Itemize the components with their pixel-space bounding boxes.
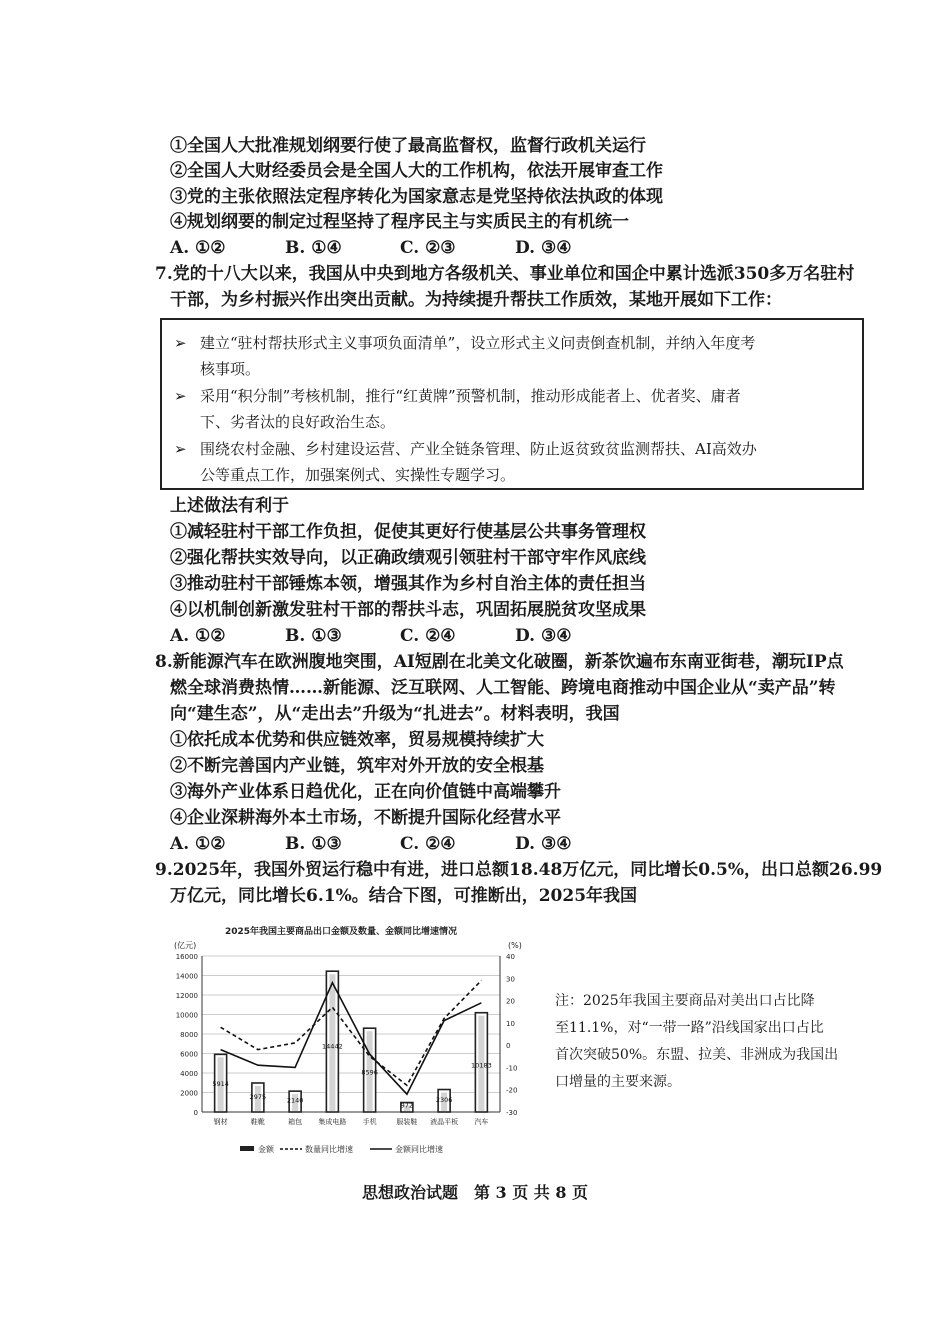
right-tick-label: -30 bbox=[506, 1109, 518, 1117]
bar-data-label: 2140 bbox=[286, 1096, 304, 1105]
q8-stem-line-2: 燃全球消费热情……新能源、泛互联网、人工智能、跨境电商推动中国企业从“卖产品”转 bbox=[170, 678, 836, 698]
right-tick-label: -20 bbox=[506, 1086, 518, 1095]
right-tick-label: 40 bbox=[506, 953, 515, 961]
q7-stem-line-2: 干部，为乡村振兴作出突出贡献。为持续提升帮扶工作质效，某地开展如下工作： bbox=[170, 290, 782, 310]
q7-options bbox=[170, 624, 630, 648]
q6-statement-3: ③党的主张依照法定程序转化为国家意志是党坚持依法执政的体现 bbox=[170, 187, 663, 207]
left-tick-label: 4000 bbox=[180, 1070, 198, 1078]
right-axis-unit: (%) bbox=[508, 941, 522, 950]
bar-data-label: 10183 bbox=[471, 1061, 492, 1070]
left-tick-label: 10000 bbox=[175, 1011, 198, 1020]
category-label: 手机 bbox=[362, 1118, 377, 1126]
q7-statement-1: ①减轻驻村干部工作负担，促使其更好行使基层公共事务管理权 bbox=[170, 522, 646, 542]
q7-box-item-2: ➢ 采用“积分制”考核机制，推行“红黄牌”预警机制，推动形成能者上、优者奖、庸者 下、劣者汰的良好政治生态。 bbox=[174, 383, 858, 435]
q7-box-item-3: ➢ 围绕农村金融、乡村建设运营、产业全链条管理、防止返贫致贫监测帮扶、AI高效办 公等重点工作，加强案例式、实操性专题学习。 bbox=[174, 436, 858, 488]
chart-note-line-4: 口增量的主要来源。 bbox=[555, 1074, 681, 1090]
q8-option-d: D. ③④ bbox=[515, 834, 572, 854]
amount-growth-line bbox=[221, 983, 482, 1094]
q8-statement-4: ④企业深耕海外本土市场，不断提升国际化经营水平 bbox=[170, 808, 561, 828]
bar-data-label: 2975 bbox=[249, 1092, 267, 1101]
chart-note-line-2: 至11.1%，对“一带一路”沿线国家出口占比 bbox=[555, 1020, 824, 1036]
q6-statement-4: ④规划纲要的制定过程坚持了程序民主与实质民主的有机统一 bbox=[170, 212, 629, 232]
q8-statement-1: ①依托成本优势和供应链效率，贸易规模持续扩大 bbox=[170, 730, 544, 750]
q6-option-a: A. ①② bbox=[170, 238, 226, 258]
category-label: 服装鞋 bbox=[396, 1118, 418, 1126]
q6-option-d: D. ③④ bbox=[515, 238, 572, 258]
quantity-growth-line bbox=[221, 981, 482, 1086]
chart-note bbox=[555, 988, 860, 1096]
q7-lead: 上述做法有利于 bbox=[170, 496, 289, 516]
page-footer: 思想政治试题 第 3 页 共 8 页 bbox=[361, 1183, 589, 1202]
right-tick-label: 10 bbox=[506, 1019, 515, 1028]
bar-data-label: 14442 bbox=[322, 1042, 343, 1051]
q6-statement-1: ①全国人大批准规划纲要行使了最高监督权，监督行政机关运行 bbox=[170, 136, 646, 156]
bar-data-label: 2306 bbox=[435, 1095, 453, 1104]
q8-options bbox=[170, 832, 630, 856]
q8-stem-line-1: 8.新能源汽车在欧洲腹地突围，AI短剧在北美文化破圈，新茶饮遍布东南亚街巷，潮玩IP点 bbox=[155, 652, 844, 672]
legend-label: 金额 bbox=[258, 1145, 274, 1154]
left-tick-label: 8000 bbox=[180, 1031, 198, 1039]
legend-label: 数量同比增速 bbox=[305, 1145, 353, 1154]
q7-statement-3: ③推动驻村干部锤炼本领，增强其作为乡村自治主体的责任担当 bbox=[170, 574, 646, 594]
left-axis-unit: (亿元) bbox=[174, 941, 197, 950]
export-chart bbox=[170, 920, 550, 1170]
category-label: 集成电路 bbox=[318, 1118, 347, 1126]
right-tick-label: -10 bbox=[506, 1064, 518, 1073]
export-chart-svg bbox=[170, 920, 550, 1170]
bar-data-label: 972 bbox=[400, 1101, 414, 1110]
q7-stem-line-1: 7.党的十八大以来，我国从中央到地方各级机关、事业单位和国企中累计选派350多万名驻村 bbox=[155, 264, 855, 284]
q9-stem-line-1: 9.2025年，我国外贸运行稳中有进，进口总额18.48万亿元，同比增长0.5%，出口总额26.99 bbox=[155, 860, 883, 880]
legend-bar-swatch bbox=[240, 1146, 254, 1151]
category-label: 钢材 bbox=[213, 1118, 228, 1126]
category-label: 液晶平板 bbox=[430, 1118, 459, 1126]
q7-option-b: B. ①③ bbox=[285, 626, 342, 646]
left-tick-label: 12000 bbox=[175, 992, 198, 1000]
q8-stem-line-3: 向“建生态”，从“走出去”升级为“扎进去”。材料表明，我国 bbox=[170, 704, 620, 724]
q6-option-b: B. ①④ bbox=[285, 238, 342, 258]
q8-option-c: C. ②④ bbox=[400, 834, 456, 854]
q8-option-b: B. ①③ bbox=[285, 834, 342, 854]
chart-title: 2025年我国主要商品出口金额及数量、金额同比增速情况 bbox=[224, 927, 458, 937]
arrow-bullet-icon: ➢ bbox=[174, 387, 187, 405]
bar-data-label: 5914 bbox=[212, 1080, 229, 1089]
right-tick-label: 0 bbox=[506, 1042, 511, 1051]
q8-statement-3: ③海外产业体系日趋优化，正在向价值链中高端攀升 bbox=[170, 782, 561, 802]
left-tick-label: 16000 bbox=[175, 953, 198, 961]
chart-note-line-1: 注：2025年我国主要商品对美出口占比降 bbox=[555, 993, 815, 1009]
arrow-bullet-icon: ➢ bbox=[174, 440, 187, 458]
left-tick-label: 6000 bbox=[180, 1050, 198, 1059]
chart-note-line-3: 首次突破50%。东盟、拉美、非洲成为我国出 bbox=[555, 1047, 839, 1063]
legend-label: 金额同比增速 bbox=[395, 1145, 443, 1154]
left-tick-label: 14000 bbox=[175, 972, 198, 981]
category-label: 汽车 bbox=[474, 1118, 489, 1126]
q8-option-a: A. ①② bbox=[170, 834, 226, 854]
q7-statement-4: ④以机制创新激发驻村干部的帮扶斗志，巩固拓展脱贫攻坚成果 bbox=[170, 600, 646, 620]
q6-statement-2: ②全国人大财经委员会是全国人大的工作机构，依法开展审查工作 bbox=[170, 161, 663, 181]
category-label: 鞋靴 bbox=[250, 1118, 265, 1126]
right-tick-label: 20 bbox=[506, 997, 515, 1006]
bar-data-label: 8596 bbox=[361, 1068, 378, 1077]
q7-option-d: D. ③④ bbox=[515, 626, 572, 646]
q6-option-c: C. ②③ bbox=[400, 238, 456, 258]
q7-box-item-1: ➢ 建立“驻村帮扶形式主义事项负面清单”，设立形式主义问责倒查机制，并纳入年度考 核事项。 bbox=[174, 330, 858, 382]
left-tick-label: 0 bbox=[193, 1109, 198, 1117]
q8-statement-2: ②不断完善国内产业链，筑牢对外开放的安全根基 bbox=[170, 756, 544, 776]
right-tick-label: 30 bbox=[506, 975, 515, 984]
q7-statement-2: ②强化帮扶实效导向，以正确政绩观引领驻村干部守牢作风底线 bbox=[170, 548, 646, 568]
arrow-bullet-icon: ➢ bbox=[174, 334, 187, 352]
q7-option-c: C. ②④ bbox=[400, 626, 456, 646]
category-label: 箱包 bbox=[288, 1118, 303, 1126]
left-tick-label: 2000 bbox=[180, 1089, 198, 1098]
q9-stem-line-2: 万亿元，同比增长6.1%。结合下图，可推断出，2025年我国 bbox=[170, 886, 638, 906]
q6-options bbox=[170, 236, 630, 260]
q7-material-box bbox=[160, 318, 864, 490]
q7-option-a: A. ①② bbox=[170, 626, 226, 646]
